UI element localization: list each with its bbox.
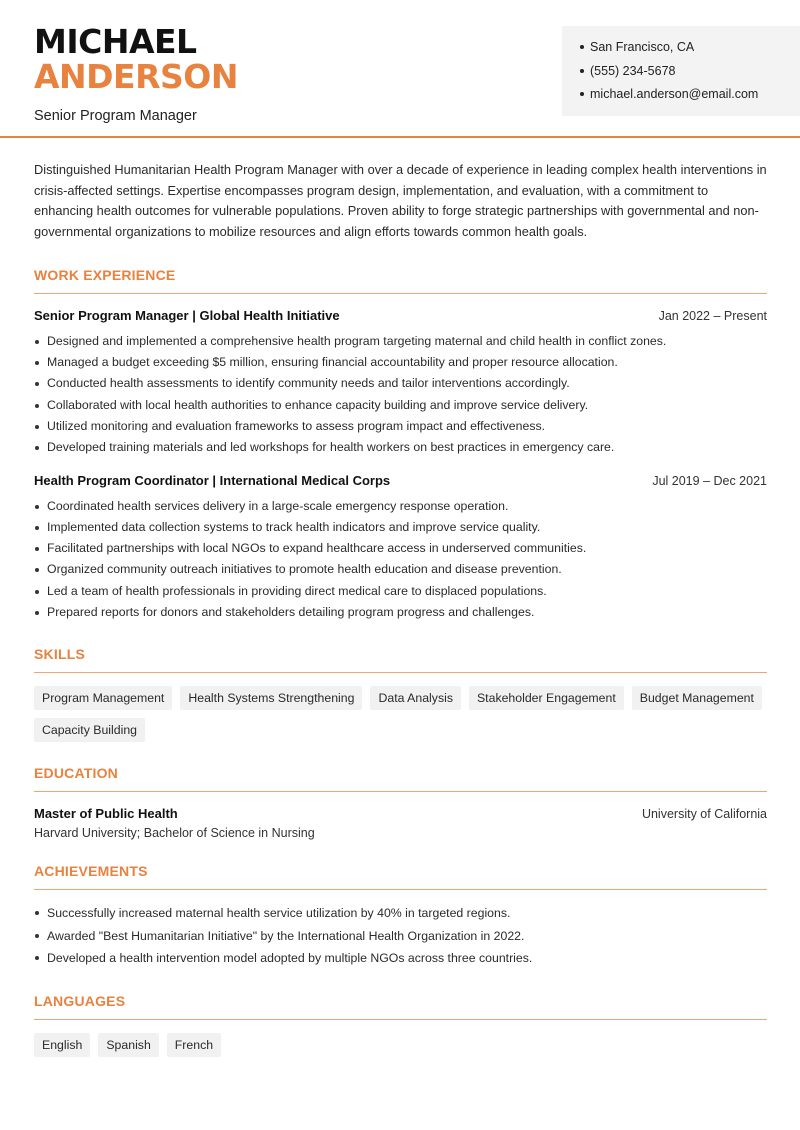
section-title: WORK EXPERIENCE xyxy=(34,267,767,294)
contact-box xyxy=(562,26,800,116)
name-block xyxy=(34,24,238,124)
summary: Distinguished Humanitarian Health Program Manager with over a decade of experience in leading complex health interventions in crisis-affected settings. Expertise encompasses program design, implementation, and evaluation, with a commitment to enhancing health outcomes for vulnerable populations. Proven ability to forge strategic partnerships with governmental and non-governmental organizations to mobilize resources and align efforts towards common health goals. xyxy=(34,162,767,240)
list-item: Designed and implemented a comprehensive health program targeting maternal and child health in conflict zones. xyxy=(34,331,767,352)
job-entry xyxy=(34,473,767,624)
language-tag: Spanish xyxy=(98,1033,158,1057)
job-dates: Jan 2022 – Present xyxy=(658,308,767,323)
list-item: Led a team of health professionals in providing direct medical care to displaced populations. xyxy=(34,581,767,602)
education-details: Harvard University; Bachelor of Science in Nursing xyxy=(34,826,315,841)
skill-tag: Stakeholder Engagement xyxy=(469,686,624,710)
list-item: Organized community outreach initiatives to promote health education and disease prevention. xyxy=(34,559,767,580)
language-tag: English xyxy=(34,1033,90,1057)
contact-location: San Francisco, CA xyxy=(580,38,800,62)
section-title: EDUCATION xyxy=(34,765,767,792)
school: University of California xyxy=(641,807,767,822)
section-title: LANGUAGES xyxy=(34,993,767,1020)
list-item: Managed a budget exceeding $5 million, ensuring financial accountability and proper resource allocation. xyxy=(34,352,767,373)
list-item: Collaborated with local health authorities to enhance capacity building and improve service delivery. xyxy=(34,395,767,416)
resume-header xyxy=(0,0,800,138)
skill-tag: Program Management xyxy=(34,686,172,710)
section-title: SKILLS xyxy=(34,646,767,673)
list-item: Facilitated partnerships with local NGOs to expand healthcare access in underserved communities. xyxy=(34,538,767,559)
list-item: Conducted health assessments to identify community needs and tailor interventions accordingly. xyxy=(34,373,767,394)
list-item: Developed a health intervention model adopted by multiple NGOs across three countries. xyxy=(34,947,767,970)
job-entry xyxy=(34,308,767,459)
list-item: Successfully increased maternal health service utilization by 40% in targeted regions. xyxy=(34,902,767,925)
skill-tag: Budget Management xyxy=(632,686,762,710)
list-item: Awarded "Best Humanitarian Initiative" by the International Health Organization in 2022. xyxy=(34,925,767,948)
job-title: Health Program Coordinator | International Medical Corps xyxy=(34,472,391,488)
list-item: Coordinated health services delivery in a large-scale emergency response operation. xyxy=(34,496,767,517)
work-experience-section xyxy=(34,267,767,624)
degree: Master of Public Health xyxy=(34,806,178,822)
job-role: Senior Program Manager xyxy=(34,108,197,124)
first-name: MICHAEL xyxy=(34,22,197,61)
contact-phone: (555) 234-5678 xyxy=(580,62,800,86)
job-title: Senior Program Manager | Global Health Initiative xyxy=(34,307,340,323)
skills-section xyxy=(34,646,767,742)
education-section xyxy=(34,765,767,840)
list-item: Utilized monitoring and evaluation frameworks to assess program impact and effectiveness. xyxy=(34,416,767,437)
job-dates: Jul 2019 – Dec 2021 xyxy=(652,473,767,488)
skill-tag: Capacity Building xyxy=(34,718,145,742)
last-name: ANDERSON xyxy=(34,57,238,96)
section-title: ACHIEVEMENTS xyxy=(34,863,767,890)
skill-tag: Data Analysis xyxy=(370,686,461,710)
achievements-section xyxy=(34,863,767,970)
list-item: Prepared reports for donors and stakeholders detailing program progress and challenges. xyxy=(34,602,767,623)
list-item: Implemented data collection systems to track health indicators and improve service quality. xyxy=(34,517,767,538)
resume-body xyxy=(34,160,767,1057)
skill-tag: Health Systems Strengthening xyxy=(180,686,362,710)
languages-section xyxy=(34,993,767,1057)
language-tag: French xyxy=(167,1033,221,1057)
list-item: Developed training materials and led workshops for health workers on best practices in emergency care. xyxy=(34,437,767,458)
contact-email[interactable]: michael.anderson@email.com xyxy=(580,85,800,109)
